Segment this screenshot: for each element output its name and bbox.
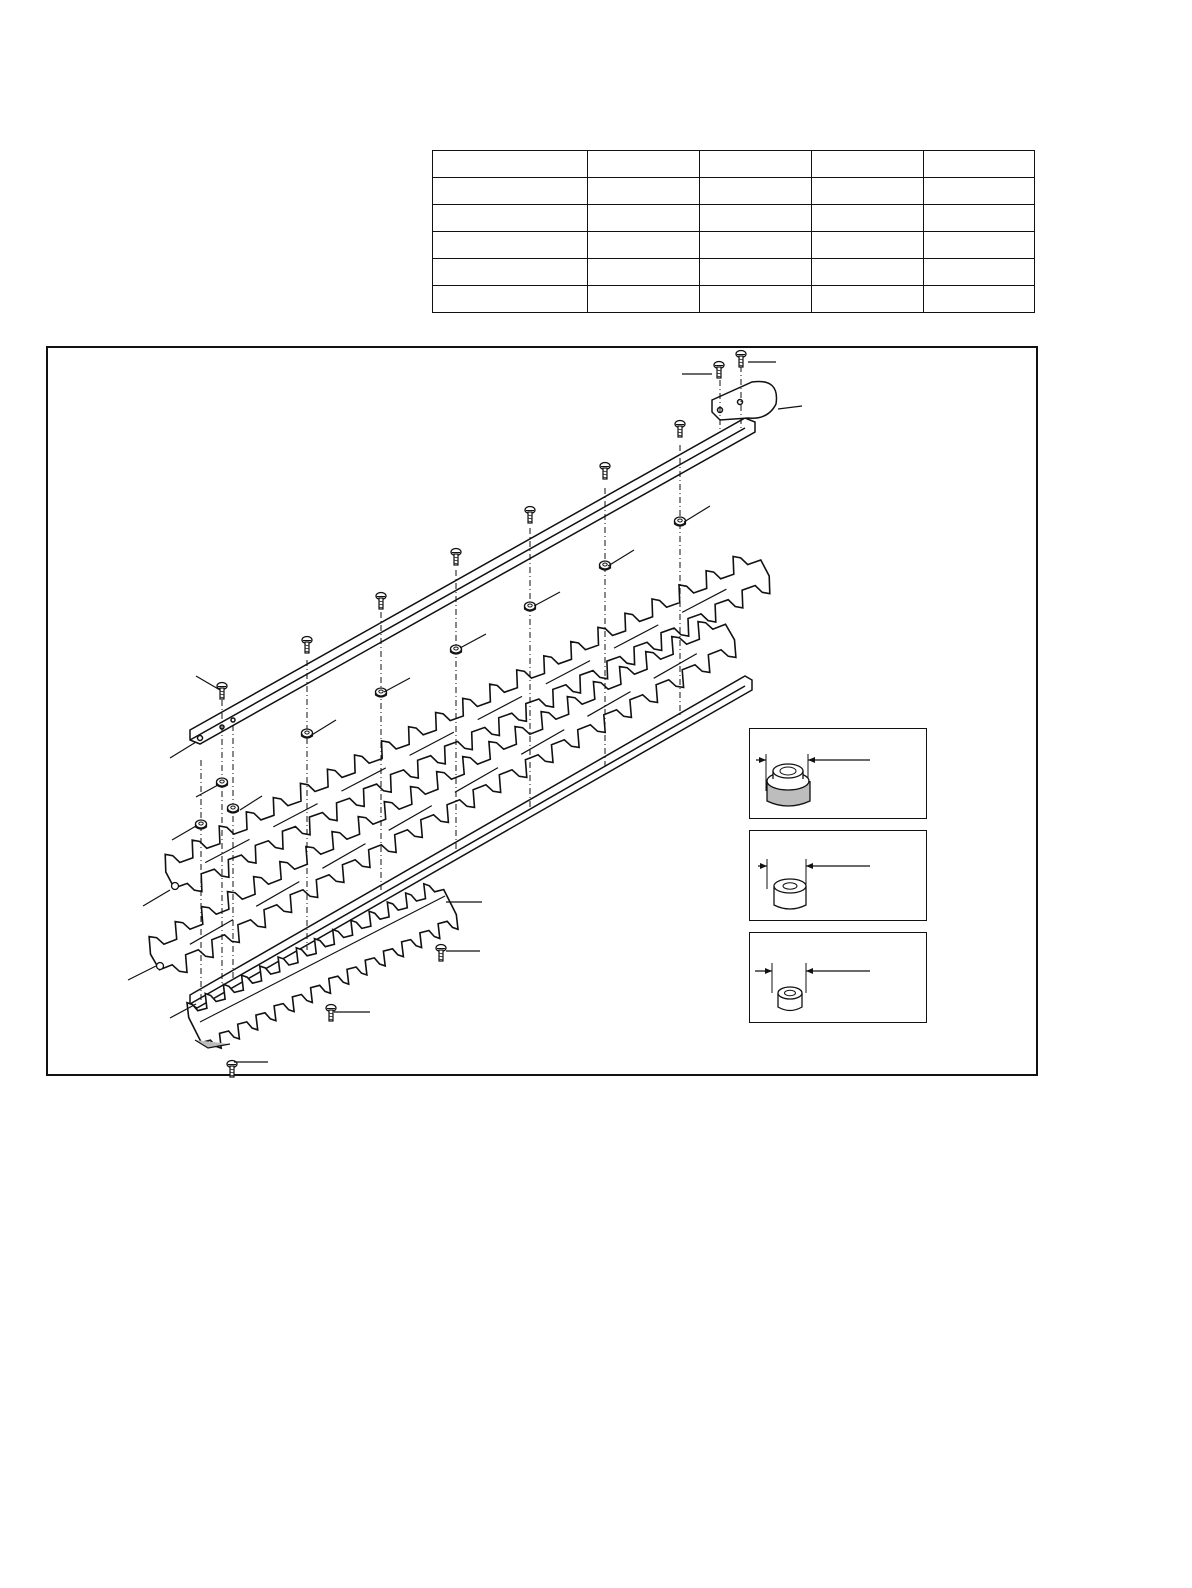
leader-line — [240, 796, 262, 810]
bolt-icon — [675, 421, 685, 438]
bolt-icon — [227, 1061, 237, 1078]
spacer-nut-icon — [228, 804, 239, 813]
inset-spacer-tall — [749, 728, 927, 819]
leader-line — [128, 966, 156, 980]
top-bar — [190, 418, 755, 744]
leader-line — [170, 742, 196, 758]
leader-line — [310, 720, 336, 736]
bolt-icon — [376, 593, 386, 610]
bolt-icon — [326, 1005, 336, 1022]
spacer-tall-drawing — [750, 729, 928, 820]
leader-line — [172, 826, 196, 840]
spacer-nut-icon — [196, 820, 207, 829]
spacer-short-drawing — [750, 933, 928, 1024]
leader-line — [534, 592, 560, 606]
bolt-icon — [217, 683, 227, 700]
bolt-icon — [436, 945, 446, 962]
leader-line — [778, 406, 802, 409]
spacer-nut-icon — [376, 688, 387, 697]
inset-spacer-short — [749, 932, 927, 1023]
spacer-nut-icon — [217, 778, 228, 787]
bolt-icon — [714, 362, 724, 379]
spacer-nut-icon — [451, 645, 462, 654]
spacer-nut-icon — [302, 729, 313, 738]
bolt-icon — [525, 507, 535, 524]
leader-line — [196, 785, 218, 797]
leader-line — [684, 506, 710, 522]
bolt-icon — [600, 463, 610, 480]
inset-spacer-medium — [749, 830, 927, 921]
bolt-icon — [302, 637, 312, 654]
spacer-medium-drawing — [750, 831, 928, 922]
leader-line — [460, 634, 486, 648]
spacer-nut-icon — [525, 602, 536, 611]
leader-line — [196, 676, 220, 690]
blade-end-cover — [712, 381, 777, 420]
bolt-icon — [736, 351, 746, 368]
bottom-cutter-bar — [187, 884, 458, 1048]
leader-line — [384, 678, 410, 692]
bolt-icon — [451, 549, 461, 566]
leader-line — [143, 890, 170, 906]
leader-line — [608, 550, 634, 566]
